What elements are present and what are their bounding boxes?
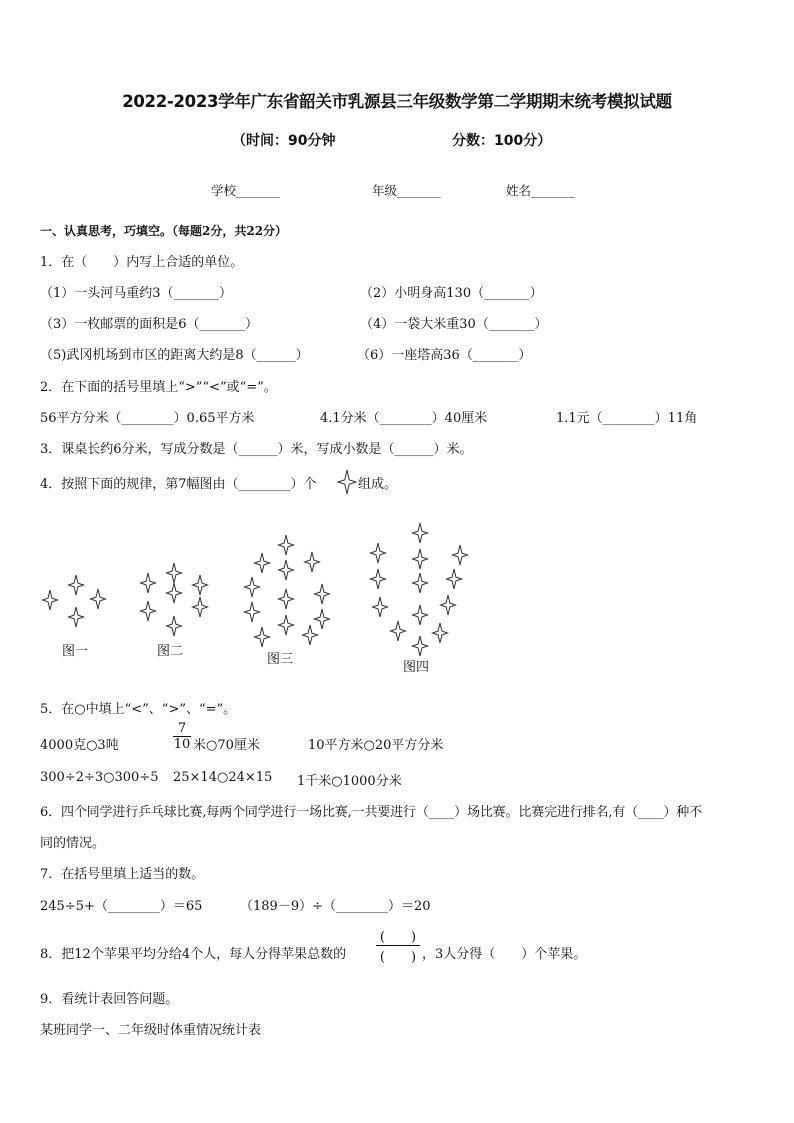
star-icon — [167, 563, 182, 583]
q5-compare: 25×14○24×15 — [173, 770, 273, 785]
q6-line2: 同的情况。 — [40, 836, 106, 851]
star-icon — [373, 597, 388, 617]
star-icon — [245, 577, 260, 597]
star-icon — [279, 535, 294, 555]
q4-text-before: 4．按照下面的规律，第7幅图由（________）个 — [40, 477, 317, 492]
q5-compare: 1千米○1000分米 — [297, 774, 402, 789]
star-icon — [371, 569, 386, 589]
star-icon — [167, 616, 182, 636]
name-field: 姓名_______ — [506, 183, 575, 198]
fraction-denominator: ( ) — [379, 950, 417, 965]
q5-compare: 300÷2÷3○300÷5 — [40, 770, 159, 785]
star-icon — [193, 575, 208, 595]
q5-compare: 米○70厘米 — [193, 738, 260, 753]
exam-score: 分数：100分） — [452, 133, 552, 149]
table-title: 某班同学一、二年级时体重情况统计表 — [40, 1023, 262, 1038]
q7-stem: 7．在括号里填上适当的数。 — [40, 867, 205, 882]
q7-equation: （189－9）÷（________）＝20 — [240, 899, 431, 914]
star-icon — [391, 621, 406, 641]
figure-label-3: 图三 — [267, 652, 294, 667]
star-icon — [441, 595, 456, 615]
star-icon — [141, 573, 156, 593]
q3-text: 3．课桌长约6分米，写成分数是（______）米，写成小数是（______）米。 — [40, 442, 473, 457]
star-icon — [91, 589, 106, 609]
q1-item: （5)武冈机场到市区的距离大约是8（______） — [40, 348, 309, 363]
q1-item: （2）小明身高130（_______） — [360, 286, 543, 301]
star-icon — [141, 601, 156, 621]
star-icon — [433, 623, 448, 643]
star-icon — [167, 583, 182, 603]
exam-time: （时间：90分钟 — [232, 133, 336, 149]
q1-item: （3）一枚邮票的面积是6（_______） — [40, 317, 259, 332]
star-icon — [69, 575, 84, 595]
fraction-numerator: 7 — [177, 721, 187, 736]
star-icon — [279, 589, 294, 609]
fraction-numerator: ( ) — [379, 930, 417, 945]
star-icon — [413, 549, 428, 569]
star-icon — [315, 584, 330, 604]
star-icon — [453, 545, 468, 565]
grade-field: 年级_______ — [372, 183, 441, 198]
section-heading: 一、认真思考，巧填空。（每题2分，共22分） — [40, 224, 288, 238]
star-icon — [337, 469, 357, 495]
star-icon — [43, 590, 58, 610]
school-field: 学校_______ — [211, 183, 280, 198]
q1-item: （1）一头河马重约3（_______） — [40, 286, 233, 301]
star-icon — [413, 523, 428, 543]
figure-label-4: 图四 — [403, 660, 430, 675]
figure-label-2: 图二 — [157, 644, 184, 659]
q5-fraction — [173, 721, 191, 752]
q5-compare: 10平方米○20平方分米 — [308, 738, 444, 753]
q6-line1: 6．四个同学进行乒乓球比赛,每两个同学进行一场比赛,一共要进行（____）场比赛。比赛完进行排名,有（____）种不 — [40, 805, 702, 820]
q9-stem: 9．看统计表回答问题。 — [40, 992, 179, 1007]
q8-text-before: 8．把12个苹果平均分给4个人，每人分得苹果总数的 — [40, 947, 347, 962]
star-icon — [413, 636, 428, 656]
q5-stem: 5．在○中填上“<”、“>”、“=”。 — [40, 702, 237, 717]
q2-stem: 2．在下面的括号里填上“>”“<”或“=”。 — [40, 380, 277, 395]
fraction-denominator: 10 — [173, 737, 191, 752]
q8-text-after: ，3人分得（ ）个苹果。 — [422, 947, 587, 962]
star-icon — [413, 573, 428, 593]
q2-item: 1.1元（________）11角 — [556, 411, 698, 426]
star-icon — [279, 615, 294, 635]
star-icon — [447, 569, 462, 589]
star-icon — [371, 543, 386, 563]
star-icon — [245, 602, 260, 622]
star-icon — [303, 625, 318, 645]
figure-label-1: 图一 — [62, 644, 89, 659]
star-icon — [193, 597, 208, 617]
q2-item: 56平方分米（________）0.65平方米 — [40, 411, 255, 426]
q5-compare: 4000克○3吨 — [40, 738, 119, 753]
star-icon — [69, 607, 84, 627]
q2-item: 4.1分米（________）40厘米 — [320, 411, 488, 426]
star-icon — [305, 552, 320, 572]
q1-stem: 1．在（ ）内写上合适的单位。 — [40, 255, 244, 270]
star-icon — [279, 560, 294, 580]
page-title: 2022-2023学年广东省韶关市乳源县三年级数学第二学期期末统考模拟试题 — [122, 92, 672, 111]
star-icon — [255, 553, 270, 573]
q1-item: （6）一座塔高36（_______） — [357, 348, 532, 363]
star-icon — [255, 627, 270, 647]
q8-fraction — [376, 926, 420, 965]
q1-item: （4）一袋大米重30（_______） — [360, 317, 548, 332]
star-icon — [413, 605, 428, 625]
star-icon — [315, 609, 330, 629]
q7-equation: 245÷5+（________）＝65 — [40, 899, 203, 914]
q4-text-after: 组成。 — [358, 477, 398, 492]
